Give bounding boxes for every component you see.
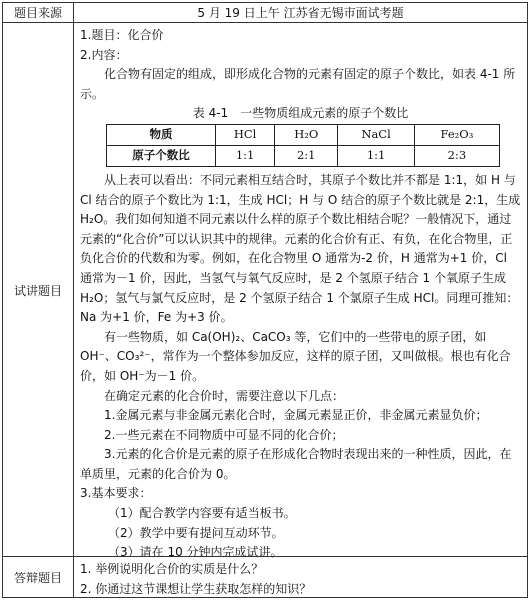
defense-row: [3, 556, 527, 598]
table-header-cell: NaCl: [338, 124, 415, 145]
table-cell: 1:1: [216, 145, 275, 166]
requirement-item: （2）教学中要有提问互动环节。: [108, 525, 284, 540]
table-caption: 表 4-1 一些物质组成元素的原子个数比: [192, 106, 409, 121]
trial-row: [3, 22, 527, 560]
trial-content: [74, 23, 527, 560]
note-item: 1.金属元素与非金属元素化合时，金属元素显正价，非金属元素显负价；: [104, 408, 488, 423]
requirements-heading: 3.基本要求：: [80, 486, 152, 501]
note-item: 3.元素的化合价是元素的原子在形成化合物时表现出来的一种性质，因此，在单质里，元素的化合价为 0。: [80, 447, 512, 481]
note-item: 2.一些元素在不同物质中可显不同的化合价；: [104, 427, 344, 442]
atom-ratio-table: [106, 124, 500, 167]
defense-question: 1. 举例说明化合价的实质是什么？: [80, 562, 264, 576]
source-value: 5 月 19 日上午 江苏省无锡市面试考题: [197, 6, 404, 20]
table-cell: 1:1: [338, 145, 415, 166]
explanation-paragraph: 从上表可以看出：不同元素相互结合时，其原子个数比并不都是 1:1，如 H 与 Cl 结合的原子个数比为 1:1，生成 HCl；H 与 O 结合的原子个数比就是 2:1，生成 H₂O。我们如何知道不同元素以什么样的原子个数比相结合呢？一般情况下，通过元素的“化合价”可以认识其中的规律。元素的化合价有正、有负，在化合物里，正负化合价的代数和为零。例如，在化合物里 O 通常为-2 价，H 通常为+1 价，Cl 通常为－1 价，因此，当氢气与氧气反应时，是 2 个氢原子结合 1 个氧原子生成 H₂O；氢气与氯气反应时，是 2 个氢原子结合 1 个氯原子生成 HCl。同理可推知：Na 为+1 价，Fe 为+3 价。: [80, 172, 521, 325]
table-cell: 2:3: [414, 145, 499, 166]
content-heading: 2.内容：: [80, 47, 128, 62]
defense-question: 2. 你通过这节课想让学生获取怎样的知识？: [80, 582, 312, 596]
table-cell: 2:1: [275, 145, 338, 166]
table-header-cell: H₂O: [275, 124, 338, 145]
table-header-cell: Fe₂O₃: [414, 124, 499, 145]
intro-paragraph: 化合物有固定的组成，即形成化合物的元素有固定的原子个数比，如表 4-1 所示。: [80, 67, 516, 101]
radical-paragraph: 有一些物质，如 Ca(OH)₂、CaCO₃ 等，它们中的一些带电的原子团，如 OH⁻、CO₃²⁻，常作为一个整体参加反应，这样的原子团，又叫做根。根也有化合价，如 OH⁻为－1 价。: [80, 329, 511, 383]
defense-content: [74, 557, 527, 598]
topic-line: 1.题目：化合价: [80, 28, 164, 42]
interview-question-sheet: [2, 2, 528, 598]
table-header-cell: 物质: [107, 124, 216, 145]
source-row: [3, 3, 527, 22]
source-label: 题目来源: [3, 3, 74, 22]
table-row: [107, 145, 500, 166]
table-cell: 原子个数比: [107, 145, 216, 166]
notes-intro: 在确定元素的化合价时，需要注意以下几点：: [104, 388, 345, 403]
requirement-item: （1）配合教学内容要有适当板书。: [108, 506, 296, 521]
trial-label: 试讲题目: [3, 23, 74, 557]
defense-label: 答辩题目: [3, 557, 74, 598]
table-header-row: [107, 124, 500, 145]
requirement-item: （3）请在 10 分钟内完成试讲。: [108, 545, 283, 560]
table-header-cell: HCl: [216, 124, 275, 145]
